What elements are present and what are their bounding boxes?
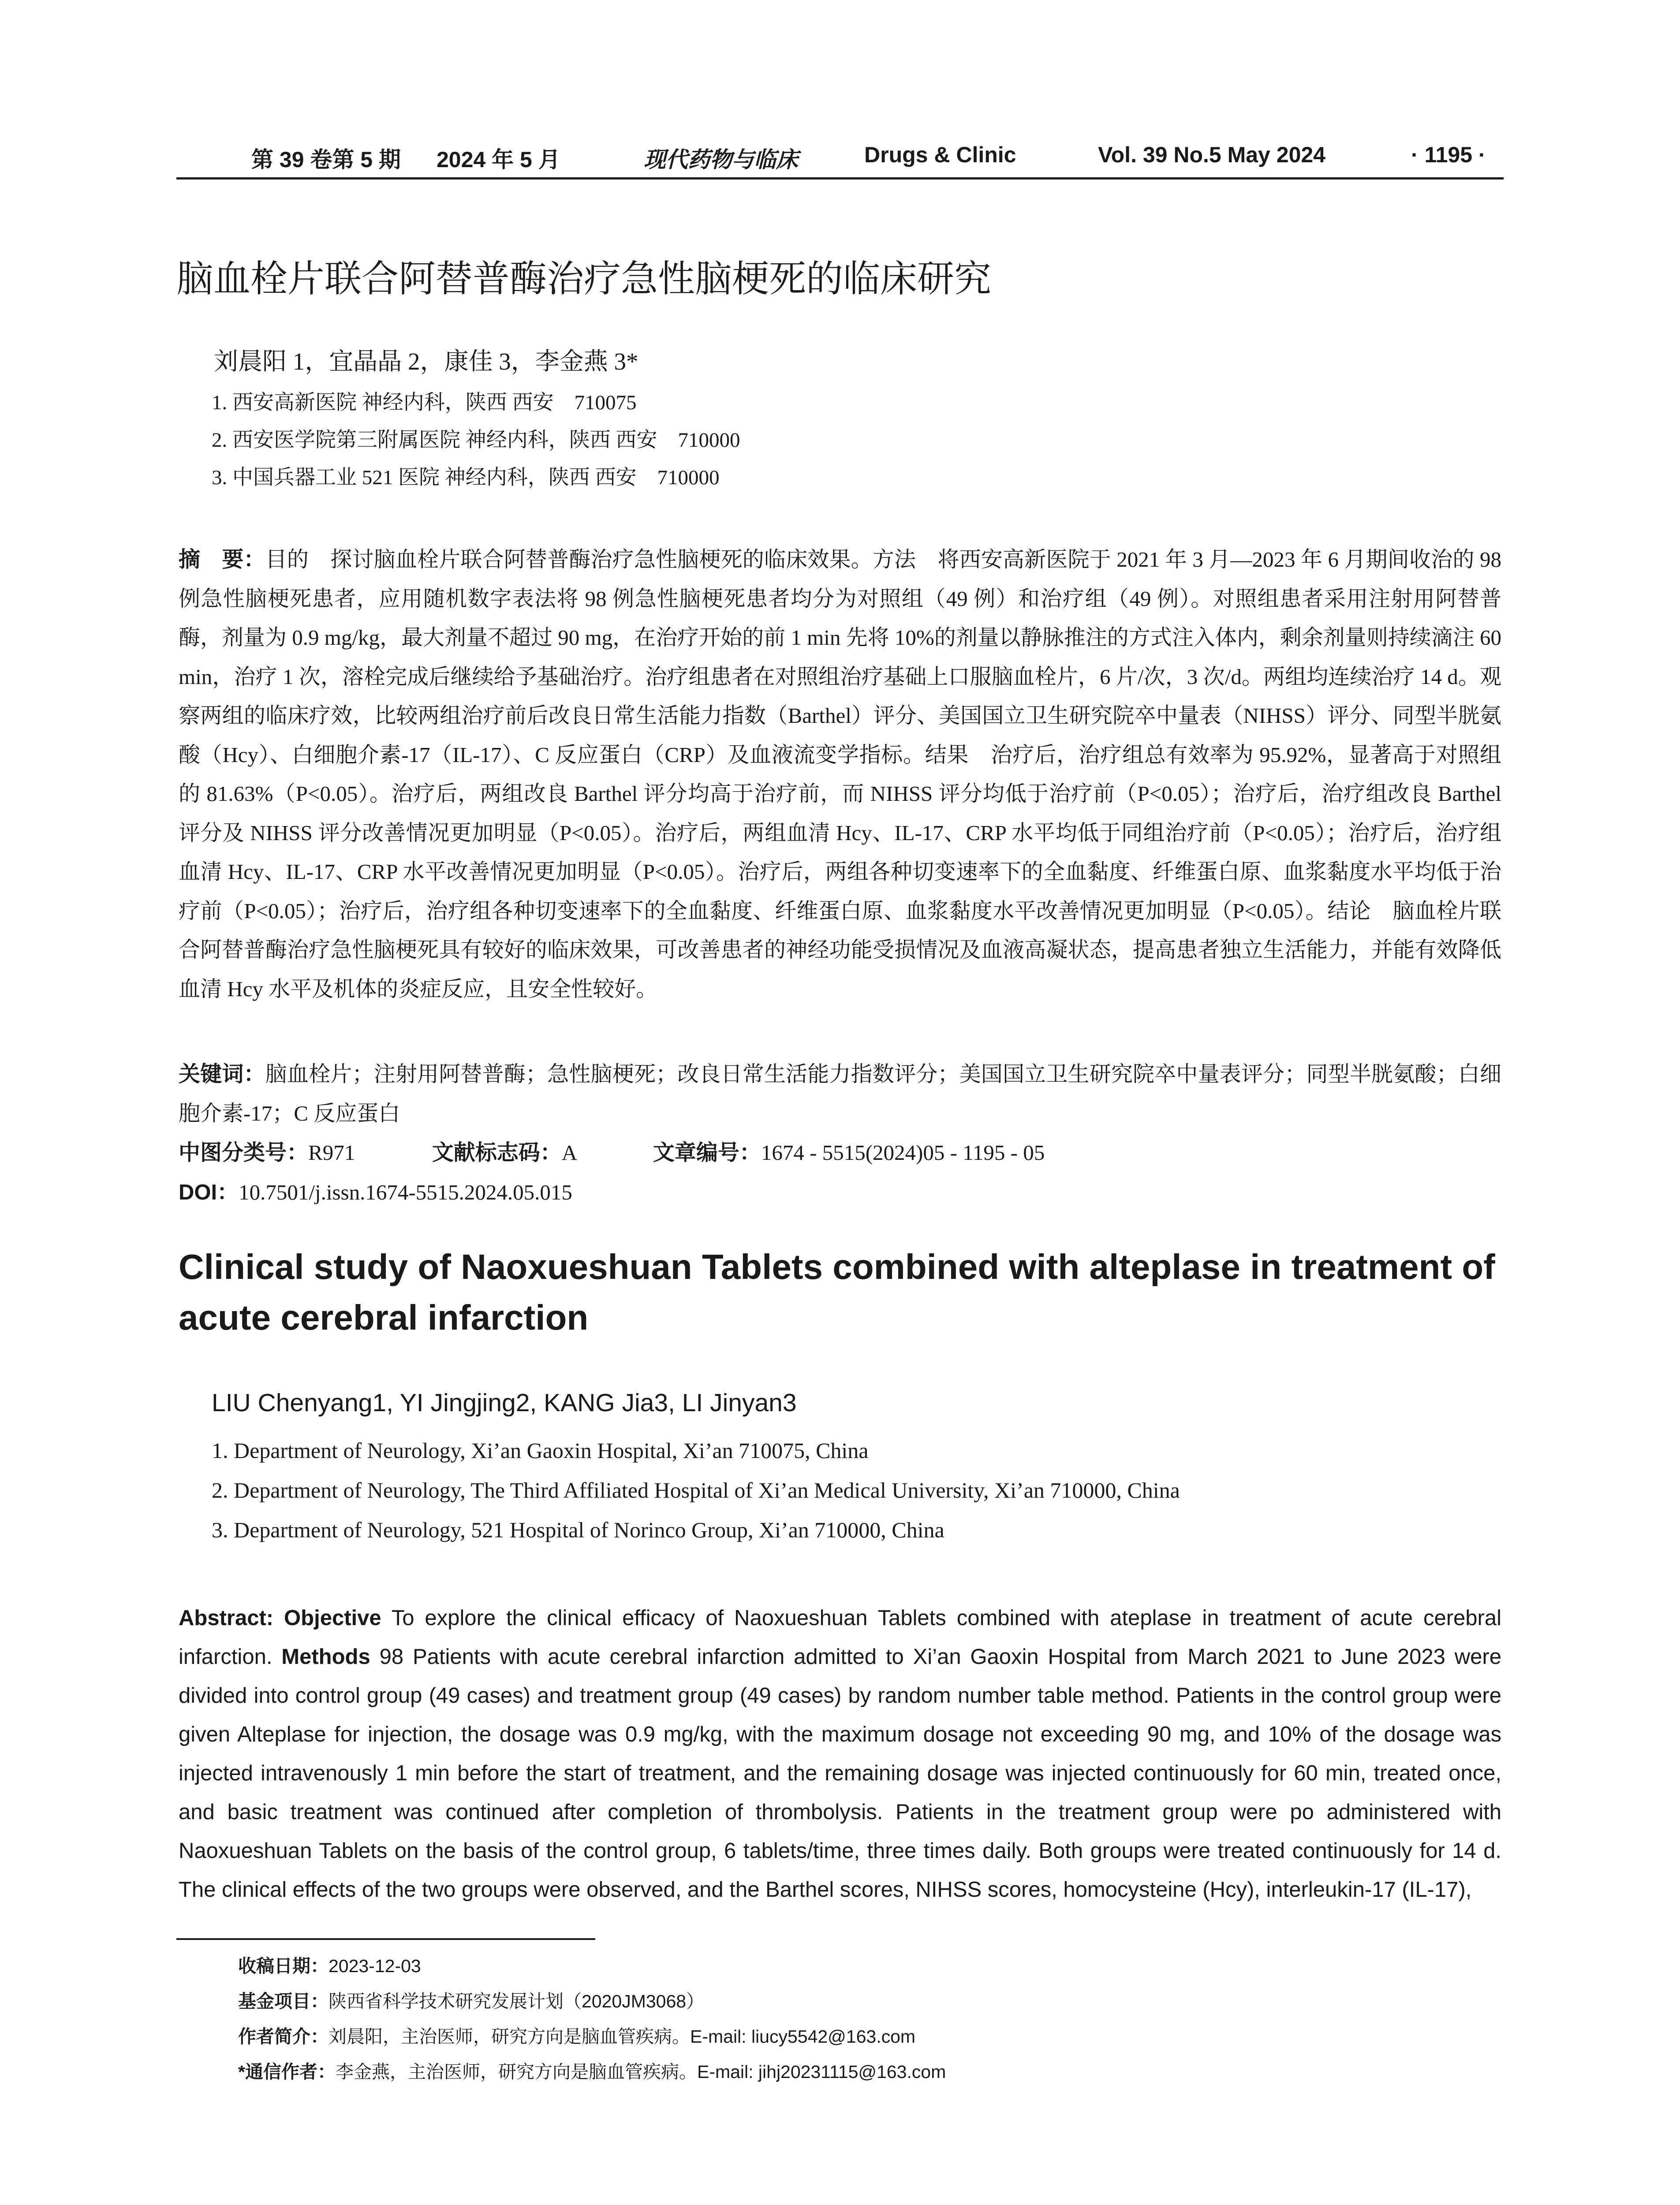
footnote-author	[238, 2022, 915, 2048]
doi-value: 10.7501/j.issn.1674-5515.2024.05.015	[239, 1180, 572, 1204]
header-date-cn: 2024 年 5 月	[437, 147, 560, 172]
cn-keywords-text: 脑血栓片；注射用阿替普酶；急性脑梗死；改良日常生活能力指数评分；美国国立卫生研究院卒中量表评分；同型半胱氨酸；白细胞介素-17；C 反应蛋白	[179, 1062, 1501, 1125]
corr-label: *通信作者：	[238, 2062, 336, 2082]
en-affiliation-2: 2. Department of Neurology, The Third Affiliated Hospital of Xi’an Medical University, Xi’an 710000, China	[212, 1478, 1180, 1502]
received-label: 收稿日期：	[238, 1956, 329, 1976]
cn-affiliation-2: 2. 西安医学院第三附属医院 神经内科，陕西 西安 710000	[212, 429, 740, 452]
en-authors: LIU Chenyang1, YI Jingjing2, KANG Jia3, LI Jinyan3	[212, 1389, 797, 1417]
author-value: 刘晨阳，主治医师，研究方向是脑血管疾病。E-mail: liucy5542@163.com	[329, 2026, 916, 2047]
doc-code-value: A	[561, 1140, 576, 1165]
en-affiliation-3: 3. Department of Neurology, 521 Hospital of Norinco Group, Xi’an 710000, China	[212, 1517, 945, 1542]
cn-keywords	[179, 1055, 1501, 1133]
article-no-value: 1674 - 5515(2024)05 - 1195 - 05	[761, 1140, 1045, 1165]
en-affiliation-1: 1. Department of Neurology, Xi’an Gaoxin Hospital, Xi’an 710075, China	[212, 1438, 869, 1463]
header-journal-cn: 现代药物与临床	[644, 146, 798, 172]
received-date: 2023-12-03	[329, 1956, 421, 1976]
header-rule	[176, 177, 1504, 179]
footnote-rule	[176, 1938, 595, 1940]
clc-value: R971	[308, 1140, 355, 1165]
article-no-label: 文章编号：	[653, 1141, 761, 1165]
cn-title: 脑血栓片联合阿替普酶治疗急性脑梗死的临床研究	[176, 257, 992, 300]
cn-classification-line	[179, 1133, 1501, 1173]
doi-line	[179, 1173, 1501, 1212]
running-header	[176, 142, 1504, 182]
en-abstract	[179, 1599, 1501, 1909]
header-journal-en: Drugs & Clinic	[864, 142, 1016, 167]
en-methods-label: Methods	[281, 1645, 370, 1669]
doc-code-label: 文献标志码：	[432, 1141, 562, 1165]
cn-affiliation-3: 3. 中国兵器工业 521 医院 神经内科，陕西 西安 710000	[212, 466, 720, 489]
cn-authors: 刘晨阳 1，宜晶晶 2，康佳 3，李金燕 3*	[214, 348, 638, 375]
doi-label: DOI：	[179, 1181, 239, 1204]
cn-keywords-label: 关键词：	[179, 1062, 265, 1086]
fund-value: 陕西省科学技术研究发展计划（2020JM3068）	[329, 1991, 705, 2011]
author-label: 作者简介：	[238, 2026, 329, 2047]
cn-affiliation-1: 1. 西安高新医院 神经内科，陕西 西安 710075	[212, 391, 637, 414]
header-volume-en: Vol. 39 No.5 May 2024	[1098, 142, 1325, 167]
en-abstract-objective: To explore the clinical efficacy of Naoxueshuan Tablets combined with ateplase in treatment of acute cerebral infarction.	[179, 1606, 1502, 1669]
en-abstract-methods: 98 Patients with acute cerebral infarction admitted to Xi’an Gaoxin Hospital from March 2021 to June 2023 were divided into control group (49 cases) and treatment group (49 cases) by random number table method. Patients in the control group were given Alteplase for injection, the dosage was 0.9 mg/kg, with the maximum dosage not exceeding 90 mg, and 10% of the dosage was injected intravenously 1 min before the start of treatment, and the remaining dosage was injected continuously for 60 min, treated once, and basic treatment was continued after completion of thrombolysis. Patients in the treatment group were po administered with Naoxueshuan Tablets on the basis of the control group, 6 tablets/time, three times daily. Both groups were treated continuously for 14 d. The clinical effects of the two groups were observed, and the Barthel scores, NIHSS scores, homocysteine (Hcy), interleukin-17 (IL-17),	[179, 1645, 1501, 1902]
clc-label: 中图分类号：	[179, 1141, 309, 1165]
en-title: Clinical study of Naoxueshuan Tablets combined with alteplase in treatment of acute cerebral infarction	[179, 1247, 1495, 1337]
cn-abstract-text: 目的 探讨脑血栓片联合阿替普酶治疗急性脑梗死的临床效果。方法 将西安高新医院于 2021 年 3 月—2023 年 6 月期间收治的 98 例急性脑梗死患者，应用随机数字表法将 98 例急性脑梗死患者均分为对照组（49 例）和治疗组（49 例）。对照组患者采用注射用阿替普酶，剂量为 0.9 mg/kg，最大剂量不超过 90 mg，在治疗开始的前 1 min 先将 10%的剂量以静脉推注的方式注入体内，剩余剂量则持续滴注 60 min，治疗 1 次，溶栓完成后继续给予基础治疗。治疗组患者在对照组治疗基础上口服脑血栓片，6 片/次，3 次/d。两组均连续治疗 14 d。观察两组的临床疗效，比较两组治疗前后改良日常生活能力指数（Barthel）评分、美国国立卫生研究院卒中量表（NIHSS）评分、同型半胱氨酸（Hcy）、白细胞介素-17（IL-17）、C 反应蛋白（CRP）及血液流变学指标。结果 治疗后，治疗组总有效率为 95.92%，显著高于对照组的 81.63%（P<0.05）。治疗后，两组改良 Barthel 评分均高于治疗前，而 NIHSS 评分均低于治疗前（P<0.05）；治疗后，治疗组改良 Barthel 评分及 NIHSS 评分改善情况更加明显（P<0.05）。治疗后，两组血清 Hcy、IL-17、CRP 水平均低于同组治疗前（P<0.05）；治疗后，治疗组血清 Hcy、IL-17、CRP 水平改善情况更加明显（P<0.05）。治疗后，两组各种切变速率下的全血黏度、纤维蛋白原、血浆黏度水平均低于治疗前（P<0.05）；治疗后，治疗组各种切变速率下的全血黏度、纤维蛋白原、血浆黏度水平改善情况更加明显（P<0.05）。结论 脑血栓片联合阿替普酶治疗急性脑梗死具有较好的临床效果，可改善患者的神经功能受损情况及血液高凝状态，提高患者独立生活能力，并能有效降低血清 Hcy 水平及机体的炎症反应，且安全性较好。	[179, 547, 1501, 1001]
header-volume-cn: 第 39 卷第 5 期	[251, 147, 401, 172]
corr-value: 李金燕，主治医师，研究方向是脑血管疾病。E-mail: jihj20231115@163.com	[335, 2062, 946, 2082]
footnote-received	[238, 1951, 421, 1977]
fund-label: 基金项目：	[238, 1991, 329, 2011]
footnote-fund	[238, 1987, 704, 2013]
cn-abstract	[179, 540, 1501, 1009]
en-abstract-label: Abstract: Objective	[179, 1606, 381, 1630]
footnote-corresponding	[238, 2057, 946, 2083]
cn-abstract-label: 摘 要：	[179, 548, 265, 572]
header-page-number: · 1195 ·	[1411, 142, 1486, 167]
